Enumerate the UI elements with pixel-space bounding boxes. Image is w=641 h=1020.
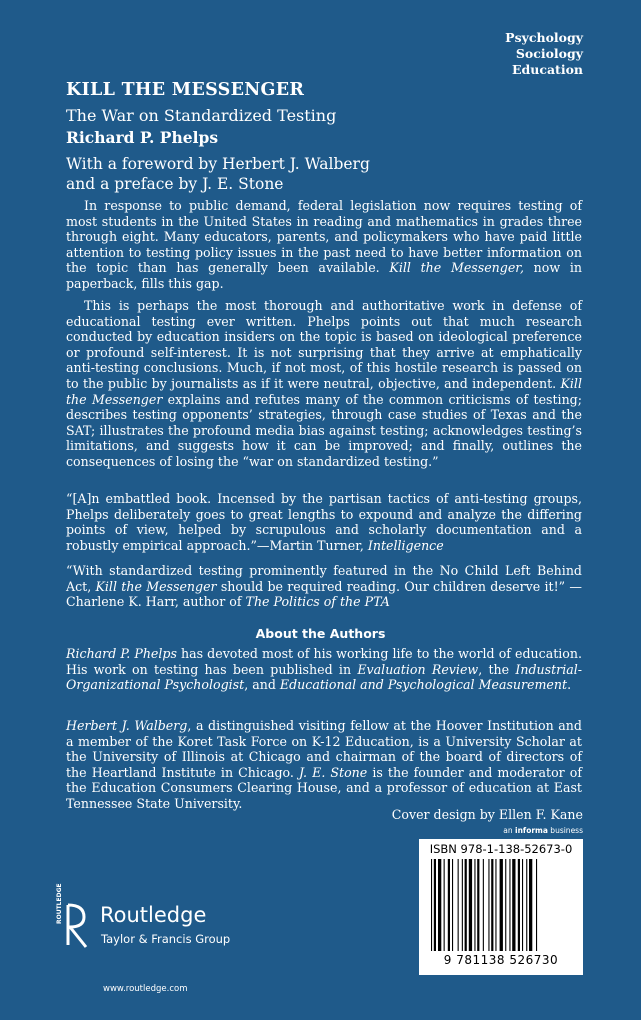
- barcode-stripe: [483, 859, 484, 951]
- book-title: KILL THE MESSENGER: [66, 80, 305, 100]
- barcode-stripe: [462, 859, 463, 951]
- isbn-label: ISBN 978-1-138-52673-0: [429, 842, 573, 856]
- barcode-stripe: [512, 859, 515, 951]
- barcode-stripe: [518, 859, 520, 951]
- barcode-stripe: [444, 859, 445, 951]
- category-psychology: Psychology: [505, 30, 583, 45]
- barcode-stripe: [488, 859, 489, 951]
- publisher-name: Routledge: [100, 903, 207, 927]
- barcode-stripe: [434, 859, 436, 951]
- author-bio-phelps: Richard P. Phelps has devoted most of his working life to the world of education. His work on testing has been published in Evaluation Review, the Industrial-Organizational Psychologist, and Educational and Psychological Measurement.: [66, 646, 583, 693]
- barcode-stripe: [526, 859, 527, 951]
- isbn-number: 9 781138 526730: [443, 953, 559, 967]
- publisher-website: www.routledge.com: [103, 984, 188, 994]
- subject-categories: [505, 30, 583, 78]
- barcode-stripe: [458, 859, 459, 951]
- barcode-bars: [431, 859, 571, 951]
- cover-design-credit: Cover design by Ellen F. Kane: [391, 807, 583, 822]
- barcode-stripe: [509, 859, 510, 951]
- category-education: Education: [511, 62, 583, 77]
- barcode-stripe: [452, 859, 453, 951]
- barcode-stripe: [500, 859, 503, 951]
- barcode-stripe: [505, 859, 506, 951]
- barcode-stripe: [474, 859, 475, 951]
- isbn-barcode: [419, 839, 583, 975]
- review-quote-2: “With standardized testing prominently featured in the No Child Left Behind Act, Kill the Messenger should be required reading. Our children deserve it!” —Charlene K. Harr, author of The Politics of the PTA: [66, 563, 582, 610]
- barcode-stripe: [536, 859, 537, 951]
- book-subtitle: The War on Standardized Testing: [66, 106, 337, 125]
- barcode-stripe: [495, 859, 496, 951]
- barcode-stripe: [465, 859, 467, 951]
- barcode-stripe: [491, 859, 493, 951]
- about-authors-heading: About the Authors: [255, 626, 386, 641]
- barcode-stripe: [477, 859, 479, 951]
- description-paragraph-2: This is perhaps the most thorough and authoritative work in defense of educational testing ever written. Phelps points out that much research conducted by education insiders on the topic is based on ideological preference or profound self-interest. It is not surprising that they arrive at emphatically anti-testing conclusions. Much, if not most, of this hostile research is passed on to the public by journalists as if it were neutral, objective, and independent. Kill the Messenger explains and refutes many of the common criticisms of testing; describes testing opponents’ strategies, through case studies of Texas and the SAT; illustrates the profound media bias against testing; acknowledges testing’s limitations, and suggests how it can be improved; and finally, outlines the consequences of losing the “war on standardized testing.”: [66, 298, 582, 469]
- description-paragraph-1: In response to public demand, federal legislation now requires testing of most students in the United States in reading and mathematics in grades three through eight. Many educators, parents, and policymakers who have paid little attention to testing policy issues in the past need to have better information on the topic than has generally been available. Kill the Messenger, now in paperback, fills this gap.: [66, 198, 582, 291]
- book-author: Richard P. Phelps: [66, 128, 219, 147]
- foreword-credit: [66, 154, 370, 194]
- barcode-stripe: [522, 859, 523, 951]
- informa-business-tag: an informa business: [503, 826, 583, 835]
- barcode-stripe: [448, 859, 450, 951]
- preface-line: and a preface by J. E. Stone: [66, 175, 284, 193]
- barcode-stripe: [469, 859, 472, 951]
- review-quote-1: “[A]n embattled book. Incensed by the partisan tactics of anti-testing groups, Phelps deliberately goes to great lengths to expound and analyze the differing points of view, helped by scrupulous and scholarly documentation and a robustly empirical approach.”—Martin Turner, Intelligence: [66, 491, 582, 553]
- author-bio-walberg-stone: Herbert J. Walberg, a distinguished visiting fellow at the Hoover Institution and a member of the Koret Task Force on K-12 Education, is a University Scholar at the University of Illinois at Chicago and chairman of the board of directors of the Heartland Institute in Chicago. J. E. Stone is the founder and moderator of the Education Consumers Clearing House, and a professor of education at East Tennessee State University.: [66, 718, 582, 811]
- routledge-logo-icon: [62, 901, 92, 951]
- category-sociology: Sociology: [515, 46, 583, 61]
- barcode-stripe: [438, 859, 441, 951]
- foreword-line: With a foreword by Herbert J. Walberg: [66, 155, 370, 173]
- publisher-side-label: ROUTLEDGE: [56, 883, 63, 924]
- barcode-stripe: [529, 859, 532, 951]
- barcode-stripe: [431, 859, 432, 951]
- publisher-group: Taylor & Francis Group: [101, 932, 231, 946]
